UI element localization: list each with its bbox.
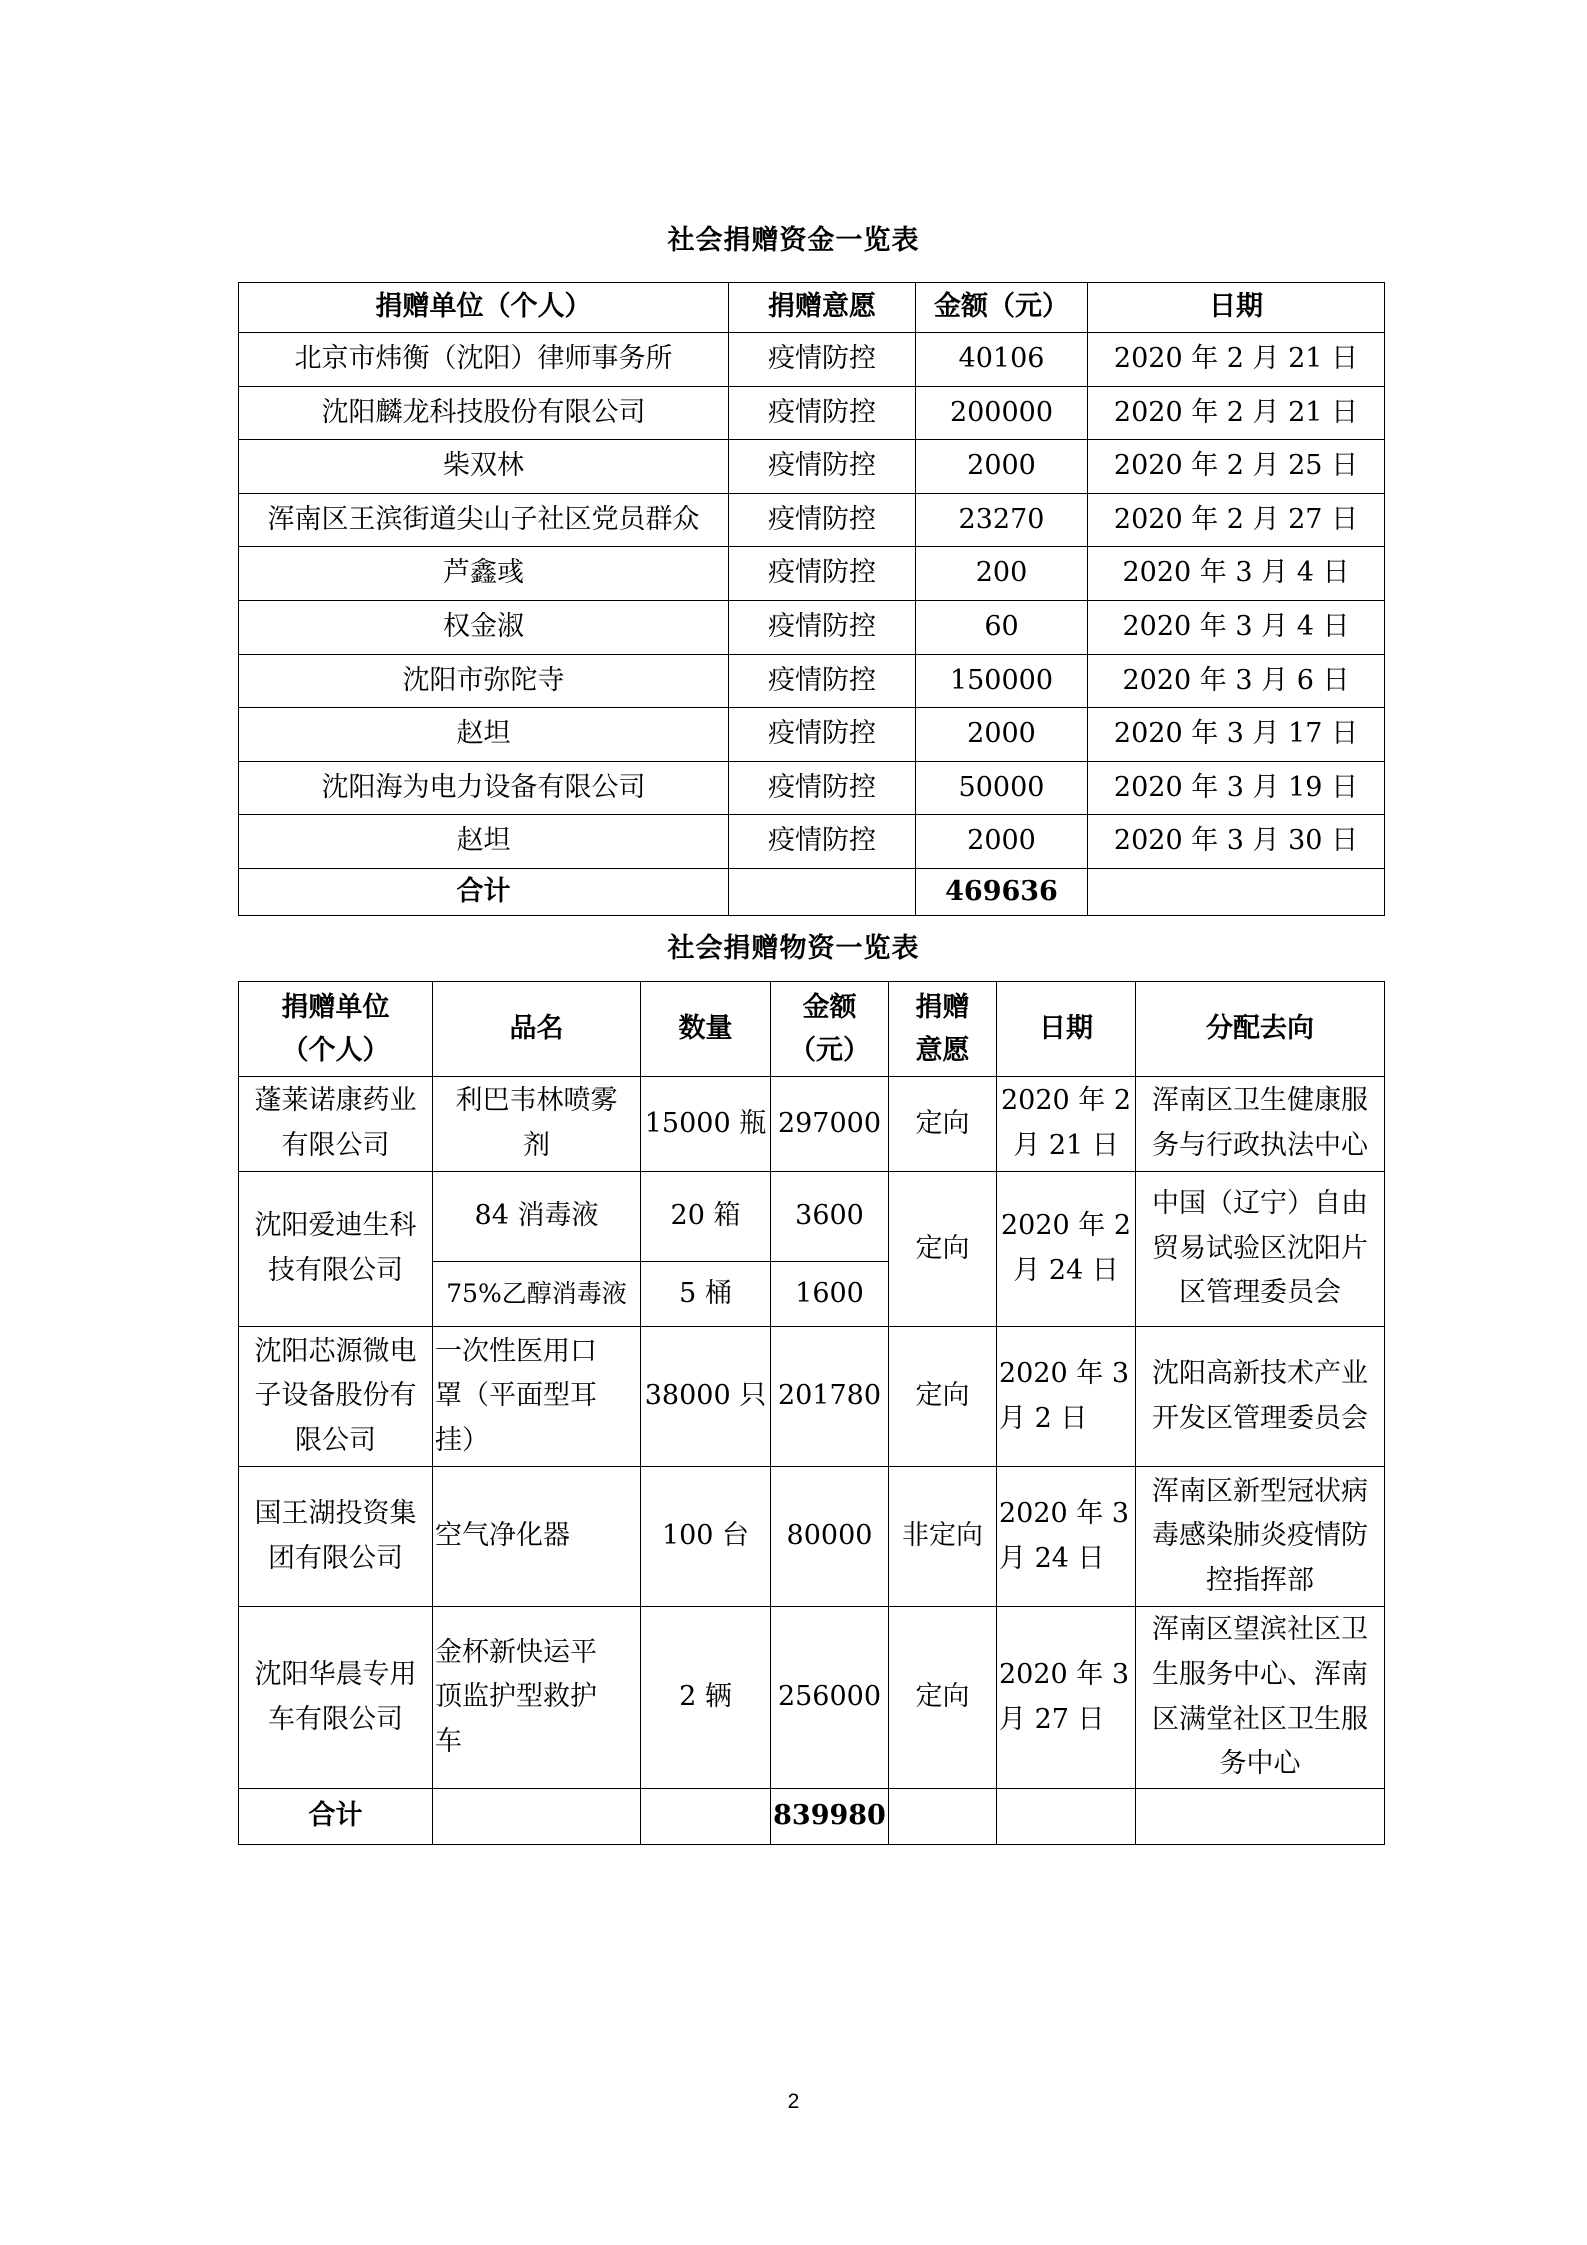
donor-cell: 柴双林: [239, 440, 729, 494]
donor-cell: 国王湖投资集 团有限公司: [239, 1467, 433, 1607]
donor-cell: 北京市炜衡（沈阳）律师事务所: [239, 333, 729, 387]
intent-cell: 疫情防控: [729, 815, 916, 869]
empty-cell: [889, 1789, 997, 1845]
date-cell: 2020 年 2 月 24 日: [997, 1172, 1136, 1327]
total-amount: 469636: [916, 868, 1088, 915]
intent-cell: 非定向: [889, 1467, 997, 1607]
header-item: 品名: [433, 982, 641, 1077]
empty-cell: [433, 1789, 641, 1845]
intent-cell: 定向: [889, 1077, 997, 1172]
quantity-cell: 2 辆: [641, 1607, 771, 1789]
amount-cell: 200: [916, 547, 1088, 601]
empty-cell: [729, 868, 916, 915]
header-amount: 金额 （元）: [771, 982, 889, 1077]
funds-total-row: [239, 868, 1385, 915]
table-row: [239, 1077, 1385, 1172]
goods-header-row: [239, 982, 1385, 1077]
empty-cell: [1136, 1789, 1385, 1845]
donor-cell: 赵坦: [239, 815, 729, 869]
total-label: 合计: [239, 868, 729, 915]
table-row: [239, 386, 1385, 440]
table-row: [239, 1327, 1385, 1467]
donor-cell: 赵坦: [239, 708, 729, 762]
amount-cell: 50000: [916, 761, 1088, 815]
amount-cell: 23270: [916, 493, 1088, 547]
amount-cell: 1600: [771, 1262, 889, 1327]
date-cell: 2020 年 2 月 25 日: [1088, 440, 1385, 494]
donor-cell: 沈阳华晨专用 车有限公司: [239, 1607, 433, 1789]
intent-cell: 疫情防控: [729, 708, 916, 762]
donor-cell: 权金淑: [239, 600, 729, 654]
intent-cell: 疫情防控: [729, 547, 916, 601]
empty-cell: [641, 1789, 771, 1845]
table-row: [239, 1467, 1385, 1607]
table-row: [239, 1607, 1385, 1789]
funds-header-row: [239, 283, 1385, 333]
header-quantity: 数量: [641, 982, 771, 1077]
table-row: [239, 493, 1385, 547]
amount-cell: 297000: [771, 1077, 889, 1172]
intent-cell: 疫情防控: [729, 600, 916, 654]
table-row: [239, 815, 1385, 869]
donor-cell: 沈阳海为电力设备有限公司: [239, 761, 729, 815]
funds-table-title: 社会捐赠资金一览表: [667, 225, 920, 256]
goods-total-row: [239, 1789, 1385, 1845]
quantity-cell: 38000 只: [641, 1327, 771, 1467]
header-donor: 捐赠单位（个人）: [239, 283, 729, 333]
donor-cell: 芦鑫彧: [239, 547, 729, 601]
date-cell: 2020 年 3 月 30 日: [1088, 815, 1385, 869]
donor-cell: 沈阳市弥陀寺: [239, 654, 729, 708]
recipient-cell: 中国（辽宁）自由 贸易试验区沈阳片 区管理委员会: [1136, 1172, 1385, 1327]
date-cell: 2020 年 2 月 21 日: [1088, 386, 1385, 440]
intent-cell: 疫情防控: [729, 654, 916, 708]
amount-cell: 60: [916, 600, 1088, 654]
goods-table-title: 社会捐赠物资一览表: [667, 933, 920, 964]
header-intent: 捐赠意愿: [729, 283, 916, 333]
item-cell: 利巴韦林喷雾 剂: [433, 1077, 641, 1172]
amount-cell: 2000: [916, 815, 1088, 869]
item-cell: 84 消毒液: [433, 1172, 641, 1262]
donor-cell: 浑南区王滨街道尖山子社区党员群众: [239, 493, 729, 547]
amount-cell: 200000: [916, 386, 1088, 440]
table-row: [239, 761, 1385, 815]
date-cell: 2020 年 3 月 19 日: [1088, 761, 1385, 815]
item-cell: 一次性医用口 罩（平面型耳 挂）: [433, 1327, 641, 1467]
intent-cell: 疫情防控: [729, 386, 916, 440]
amount-cell: 80000: [771, 1467, 889, 1607]
intent-cell: 定向: [889, 1607, 997, 1789]
date-cell: 2020 年 2 月 27 日: [1088, 493, 1385, 547]
page-number: 2: [787, 2090, 800, 2113]
donor-cell: 沈阳麟龙科技股份有限公司: [239, 386, 729, 440]
intent-cell: 疫情防控: [729, 761, 916, 815]
table-row: [239, 440, 1385, 494]
amount-cell: 150000: [916, 654, 1088, 708]
date-cell: 2020 年 3 月 6 日: [1088, 654, 1385, 708]
item-cell: 75%乙醇消毒液: [433, 1262, 641, 1327]
quantity-cell: 20 箱: [641, 1172, 771, 1262]
date-cell: 2020 年 2 月 21 日: [997, 1077, 1136, 1172]
item-cell: 金杯新快运平 顶监护型救护 车: [433, 1607, 641, 1789]
total-label: 合计: [239, 1789, 433, 1845]
header-amount: 金额（元）: [916, 283, 1088, 333]
quantity-cell: 100 台: [641, 1467, 771, 1607]
intent-cell: 定向: [889, 1172, 997, 1327]
amount-cell: 256000: [771, 1607, 889, 1789]
empty-cell: [1088, 868, 1385, 915]
date-cell: 2020 年 3 月 27 日: [997, 1607, 1136, 1789]
header-intent: 捐赠 意愿: [889, 982, 997, 1077]
header-donor: 捐赠单位 （个人）: [239, 982, 433, 1077]
amount-cell: 2000: [916, 440, 1088, 494]
date-cell: 2020 年 2 月 21 日: [1088, 333, 1385, 387]
table-row: [239, 1172, 1385, 1262]
goods-table: [238, 981, 1385, 1845]
donor-cell: 沈阳芯源微电 子设备股份有 限公司: [239, 1327, 433, 1467]
amount-cell: 3600: [771, 1172, 889, 1262]
intent-cell: 疫情防控: [729, 333, 916, 387]
date-cell: 2020 年 3 月 4 日: [1088, 547, 1385, 601]
table-row: [239, 547, 1385, 601]
donor-cell: 沈阳爱迪生科 技有限公司: [239, 1172, 433, 1327]
table-row: [239, 654, 1385, 708]
amount-cell: 40106: [916, 333, 1088, 387]
quantity-cell: 15000 瓶: [641, 1077, 771, 1172]
intent-cell: 疫情防控: [729, 440, 916, 494]
header-recipient: 分配去向: [1136, 982, 1385, 1077]
recipient-cell: 浑南区新型冠状病 毒感染肺炎疫情防 控指挥部: [1136, 1467, 1385, 1607]
empty-cell: [997, 1789, 1136, 1845]
recipient-cell: 沈阳高新技术产业 开发区管理委员会: [1136, 1327, 1385, 1467]
date-cell: 2020 年 3 月 2 日: [997, 1327, 1136, 1467]
header-date: 日期: [997, 982, 1136, 1077]
donor-cell: 蓬莱诺康药业 有限公司: [239, 1077, 433, 1172]
item-cell: 空气净化器: [433, 1467, 641, 1607]
intent-cell: 定向: [889, 1327, 997, 1467]
intent-cell: 疫情防控: [729, 493, 916, 547]
recipient-cell: 浑南区卫生健康服 务与行政执法中心: [1136, 1077, 1385, 1172]
total-amount: 839980: [771, 1789, 889, 1845]
date-cell: 2020 年 3 月 4 日: [1088, 600, 1385, 654]
amount-cell: 201780: [771, 1327, 889, 1467]
date-cell: 2020 年 3 月 24 日: [997, 1467, 1136, 1607]
table-row: [239, 333, 1385, 387]
table-row: [239, 600, 1385, 654]
date-cell: 2020 年 3 月 17 日: [1088, 708, 1385, 762]
table-row: [239, 708, 1385, 762]
recipient-cell: 浑南区望滨社区卫 生服务中心、浑南 区满堂社区卫生服 务中心: [1136, 1607, 1385, 1789]
funds-table: [238, 282, 1385, 916]
header-date: 日期: [1088, 283, 1385, 333]
amount-cell: 2000: [916, 708, 1088, 762]
quantity-cell: 5 桶: [641, 1262, 771, 1327]
